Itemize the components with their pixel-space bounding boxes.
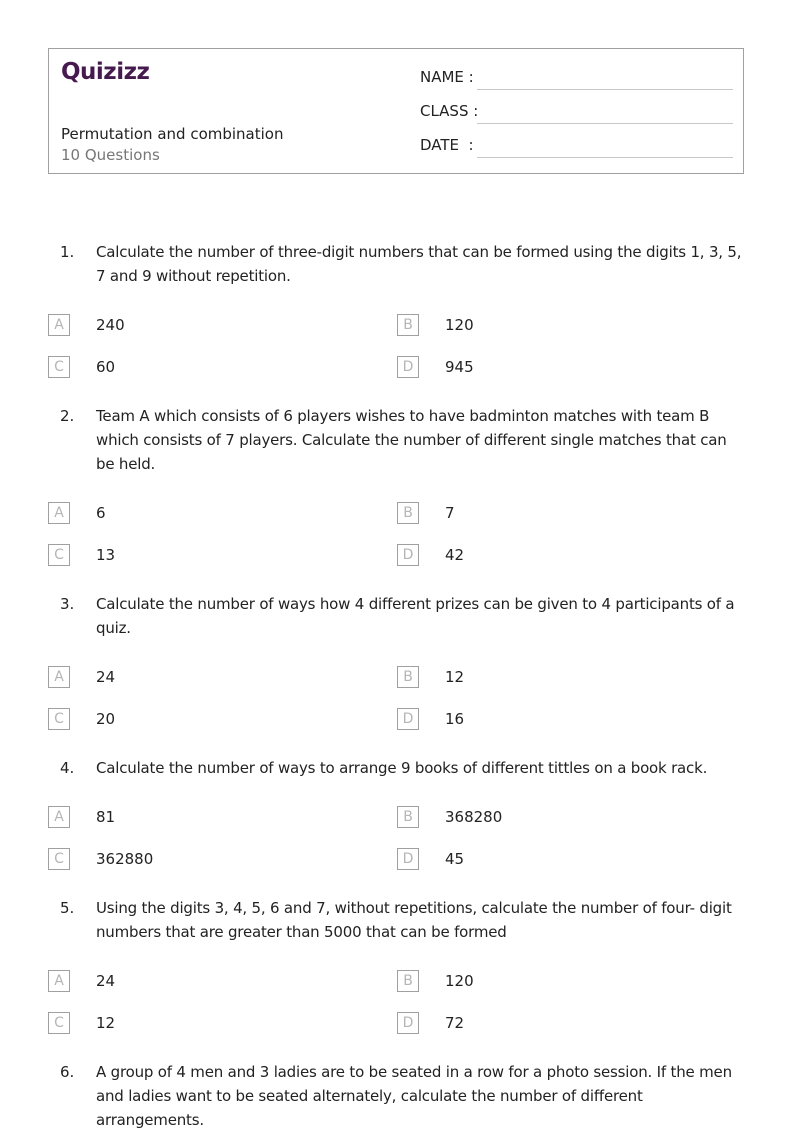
option-d-value: 72 — [445, 1014, 465, 1032]
option-c-value: 20 — [96, 710, 116, 728]
option-b-value: 12 — [445, 668, 465, 686]
option-b-value: 7 — [445, 504, 455, 522]
option-a-box[interactable]: A — [48, 314, 70, 336]
worksheet-title: Permutation and combination — [61, 125, 284, 143]
question-text: A group of 4 men and 3 ladies are to be seated in a row for a photo session. If the men and ladies want to be seated alternately, calculate the number of different arrangements. — [96, 1063, 732, 1129]
option-a-box[interactable]: A — [48, 502, 70, 524]
question-number: 4. — [60, 759, 75, 777]
option-c-box[interactable]: C — [48, 1012, 70, 1034]
option-c-value: 362880 — [96, 850, 154, 868]
question-text: Using the digits 3, 4, 5, 6 and 7, without repetitions, calculate the number of four- digit numbers that are greater than 5000 that can be formed — [96, 899, 732, 941]
option-b-box[interactable]: B — [397, 666, 419, 688]
option-d-box[interactable]: D — [397, 1012, 419, 1034]
date-label: DATE : — [420, 136, 474, 154]
option-a-box[interactable]: A — [48, 970, 70, 992]
option-a-box[interactable]: A — [48, 666, 70, 688]
option-c-value: 12 — [96, 1014, 116, 1032]
class-line[interactable] — [477, 123, 733, 124]
option-a-value: 24 — [96, 668, 116, 686]
option-d-value: 42 — [445, 546, 465, 564]
option-a-value: 240 — [96, 316, 125, 334]
question-text: Calculate the number of ways how 4 different prizes can be given to 4 participants of a quiz. — [96, 595, 735, 637]
option-b-value: 368280 — [445, 808, 503, 826]
option-c-box[interactable]: C — [48, 708, 70, 730]
name-label: NAME : — [420, 68, 474, 86]
option-b-box[interactable]: B — [397, 502, 419, 524]
option-a-value: 81 — [96, 808, 116, 826]
option-a-value: 6 — [96, 504, 106, 522]
option-d-box[interactable]: D — [397, 848, 419, 870]
option-c-box[interactable]: C — [48, 356, 70, 378]
option-d-box[interactable]: D — [397, 708, 419, 730]
name-field[interactable] — [420, 68, 733, 90]
class-field[interactable] — [420, 102, 733, 124]
option-b-value: 120 — [445, 316, 474, 334]
question-text: Calculate the number of ways to arrange 9 books of different tittles on a book rack. — [96, 759, 708, 777]
option-a-box[interactable]: A — [48, 806, 70, 828]
option-c-box[interactable]: C — [48, 544, 70, 566]
class-label: CLASS : — [420, 102, 479, 120]
option-d-value: 945 — [445, 358, 474, 376]
option-c-box[interactable]: C — [48, 848, 70, 870]
question-number: 2. — [60, 407, 75, 425]
option-c-value: 13 — [96, 546, 116, 564]
question-text: Calculate the number of three-digit numbers that can be formed using the digits 1, 3, 5, 7 and 9 without repetition. — [96, 243, 742, 285]
option-a-value: 24 — [96, 972, 116, 990]
option-c-value: 60 — [96, 358, 116, 376]
date-line[interactable] — [477, 157, 733, 158]
option-d-box[interactable]: D — [397, 544, 419, 566]
date-field[interactable] — [420, 136, 733, 158]
question-text: Team A which consists of 6 players wishes to have badminton matches with team B which consists of 7 players. Calculate the number of different single matches that can be held. — [96, 407, 727, 473]
question-number: 6. — [60, 1063, 75, 1081]
quizizz-logo: Quizizz — [61, 59, 150, 85]
question-count: 10 Questions — [61, 146, 160, 164]
option-d-box[interactable]: D — [397, 356, 419, 378]
worksheet-header — [48, 48, 744, 174]
option-d-value: 45 — [445, 850, 465, 868]
option-b-box[interactable]: B — [397, 806, 419, 828]
question-number: 1. — [60, 243, 75, 261]
option-d-value: 16 — [445, 710, 465, 728]
question-number: 5. — [60, 899, 75, 917]
option-b-box[interactable]: B — [397, 970, 419, 992]
option-b-value: 120 — [445, 972, 474, 990]
option-b-box[interactable]: B — [397, 314, 419, 336]
question-number: 3. — [60, 595, 75, 613]
name-line[interactable] — [477, 89, 733, 90]
